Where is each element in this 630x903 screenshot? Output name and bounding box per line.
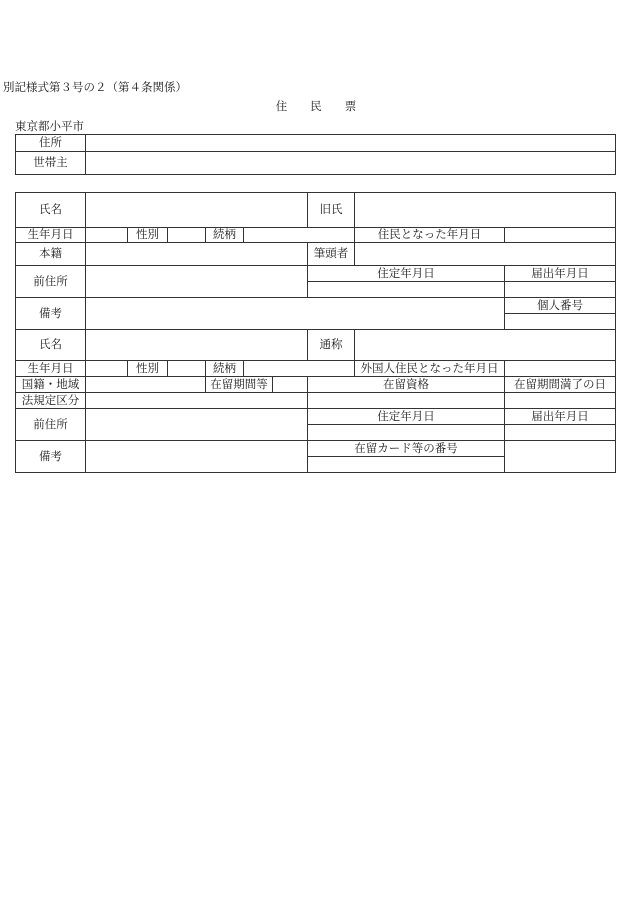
former-surname-label: 旧氏 xyxy=(307,192,355,228)
period-of-stay-value xyxy=(272,376,308,393)
residence-card-number-value xyxy=(307,456,505,473)
expiry-date-label: 在留期間満了の日 xyxy=(504,376,616,393)
foreign-sex-label: 性別 xyxy=(127,360,168,377)
foreign-remarks-label: 備考 xyxy=(15,440,86,473)
foreign-birth-date-label: 生年月日 xyxy=(15,360,86,377)
nationality-value xyxy=(85,376,206,393)
nationality-label: 国籍・地域 xyxy=(15,376,86,393)
status-of-residence-value xyxy=(307,392,505,409)
status-of-residence-label: 在留資格 xyxy=(307,376,505,393)
became-foreign-resident-date-label: 外国人住民となった年月日 xyxy=(354,360,505,377)
head-of-household-value xyxy=(85,151,616,175)
previous-address-value xyxy=(85,265,308,298)
residence-card-number-label: 在留カード等の番号 xyxy=(307,440,505,457)
household-address-value xyxy=(85,134,616,152)
foreign-residence-date-value xyxy=(307,424,505,441)
head-of-household-label: 世帯主 xyxy=(15,151,86,175)
became-foreign-resident-date-value xyxy=(504,360,616,377)
municipality-name: 東京都小平市 xyxy=(15,119,84,133)
foreign-name-value xyxy=(85,329,308,361)
notification-date-label: 届出年月日 xyxy=(504,265,616,282)
registered-domicile-label: 本籍 xyxy=(15,242,86,266)
foreign-remarks-value xyxy=(85,440,308,473)
former-surname-value xyxy=(354,192,616,228)
alias-label: 通称 xyxy=(307,329,355,361)
sex-label: 性別 xyxy=(127,227,168,243)
family-head-value xyxy=(354,242,616,266)
household-address-label: 住所 xyxy=(15,134,86,152)
individual-number-value xyxy=(504,313,616,330)
birth-date-label: 生年月日 xyxy=(15,227,86,243)
foreign-residence-date-label: 住定年月日 xyxy=(307,408,505,425)
notification-date-value xyxy=(504,281,616,298)
alias-value xyxy=(354,329,616,361)
remarks-value xyxy=(85,297,505,330)
foreign-relationship-value xyxy=(243,360,355,377)
foreign-previous-address-value xyxy=(85,408,308,441)
residence-date-value xyxy=(307,281,505,298)
foreign-relationship-label: 続柄 xyxy=(205,360,244,377)
birth-date-value xyxy=(85,227,128,243)
became-resident-date-label: 住民となった年月日 xyxy=(354,227,505,243)
previous-address-label: 前住所 xyxy=(15,265,86,298)
foreign-previous-address-label: 前住所 xyxy=(15,408,86,441)
name-label: 氏名 xyxy=(15,192,86,228)
foreign-name-label: 氏名 xyxy=(15,329,86,361)
foreign-sex-value xyxy=(167,360,206,377)
residence-date-label: 住定年月日 xyxy=(307,265,505,282)
form-number: 別記様式第３号の２（第４条関係） xyxy=(3,80,187,94)
foreign-notification-date-label: 届出年月日 xyxy=(504,408,616,425)
became-resident-date-value xyxy=(504,227,616,243)
name-value xyxy=(85,192,308,228)
remarks-label: 備考 xyxy=(15,297,86,330)
legal-category-value xyxy=(85,392,308,409)
family-head-label: 筆頭者 xyxy=(307,242,355,266)
foreign-remarks-extra-cell xyxy=(504,440,616,473)
expiry-date-value xyxy=(504,392,616,409)
relationship-label: 続柄 xyxy=(205,227,244,243)
foreign-birth-date-value xyxy=(85,360,128,377)
individual-number-label: 個人番号 xyxy=(504,297,616,314)
period-of-stay-label: 在留期間等 xyxy=(205,376,273,393)
legal-category-label: 法規定区分 xyxy=(15,392,86,409)
relationship-value xyxy=(243,227,355,243)
registered-domicile-value xyxy=(85,242,308,266)
document-title: 住 民 票 xyxy=(275,99,357,113)
sex-value xyxy=(167,227,206,243)
foreign-notification-date-value xyxy=(504,424,616,441)
